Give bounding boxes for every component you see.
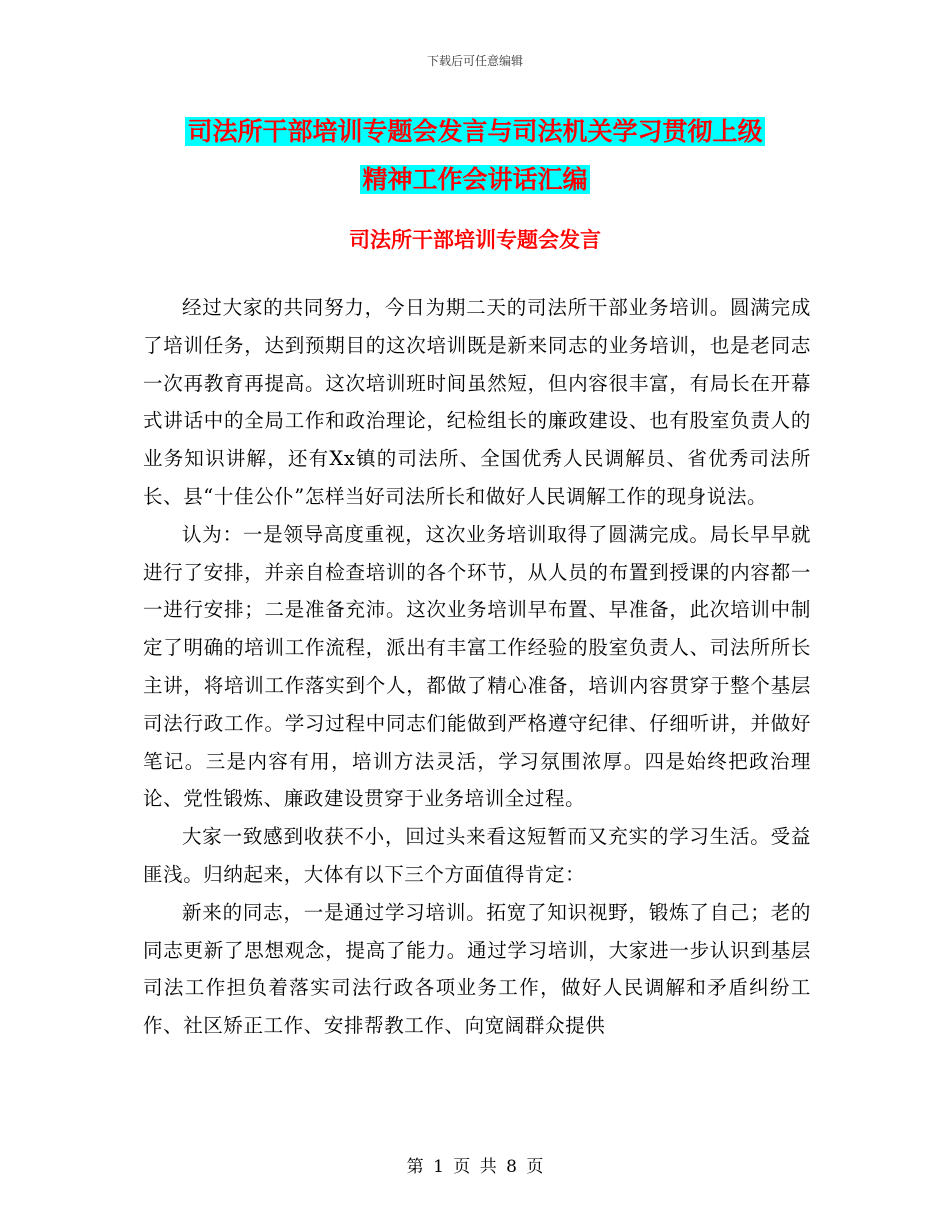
body-paragraph: 经过大家的共同努力，今日为期二天的司法所干部业务培训。圆满完成了培训任务，达到预期目的这次培训既是新来同志的业务培训，也是老同志一次再教育再提高。这次培训班时间虽然短，但内容很丰富，有局长在开幕式讲话中的全局工作和政治理论，纪检组长的廉政建设、也有股室负责人的业务知识讲解，还有Xx镇的司法所、全国优秀人民调解员、省优秀司法所长、县“十佳公仆”怎样当好司法所长和做好人民调解工作的现身说法。 [143, 296, 811, 508]
body-paragraph: 认为：一是领导高度重视，这次业务培训取得了圆满完成。局长早早就进行了安排，并亲自检查培训的各个环节，从人员的布置到授课的内容都一一进行安排；二是准备充沛。这次业务培训早布置、早准备，此次培训中制定了明确的培训工作流程，派出有丰富工作经验的股室负责人、司法所所长主讲，将培训工作落实到个人，都做了精心准备，培训内容贯穿于整个基层司法行政工作。学习过程中同志们能做到严格遵守纪律、仔细听讲，并做好笔记。三是内容有用，培训方法灵活，学习氛围浓厚。四是始终把政治理论、党性锻炼、廉政建设贯穿于业务培训全过程。 [143, 522, 811, 811]
header-note: 下载后可任意编辑 [426, 54, 523, 68]
document-title-line-1: 司法所干部培训专题会发言与司法机关学习贯彻上级 [187, 117, 763, 146]
document-body [143, 289, 811, 1045]
section-title: 司法所干部培训专题会发言 [349, 228, 601, 252]
document-title-line-2: 精神工作会讲话汇编 [362, 165, 588, 194]
document-title [0, 108, 950, 204]
body-paragraph: 大家一致感到收获不小，回过头来看这短暂而又充实的学习生活。受益匪浅。归纳起来，大体有以下三个方面值得肯定： [143, 825, 811, 886]
body-paragraph: 新来的同志，一是通过学习培训。拓宽了知识视野，锻炼了自己；老的同志更新了思想观念，提高了能力。通过学习培训，大家进一步认识到基层司法工作担负着落实司法行政各项业务工作，做好人民调解和矛盾纠纷工作、社区矫正工作、安排帮教工作、向宽阔群众提供 [143, 900, 811, 1038]
page-number-footer: 第 1 页 共 8 页 [406, 1157, 544, 1177]
